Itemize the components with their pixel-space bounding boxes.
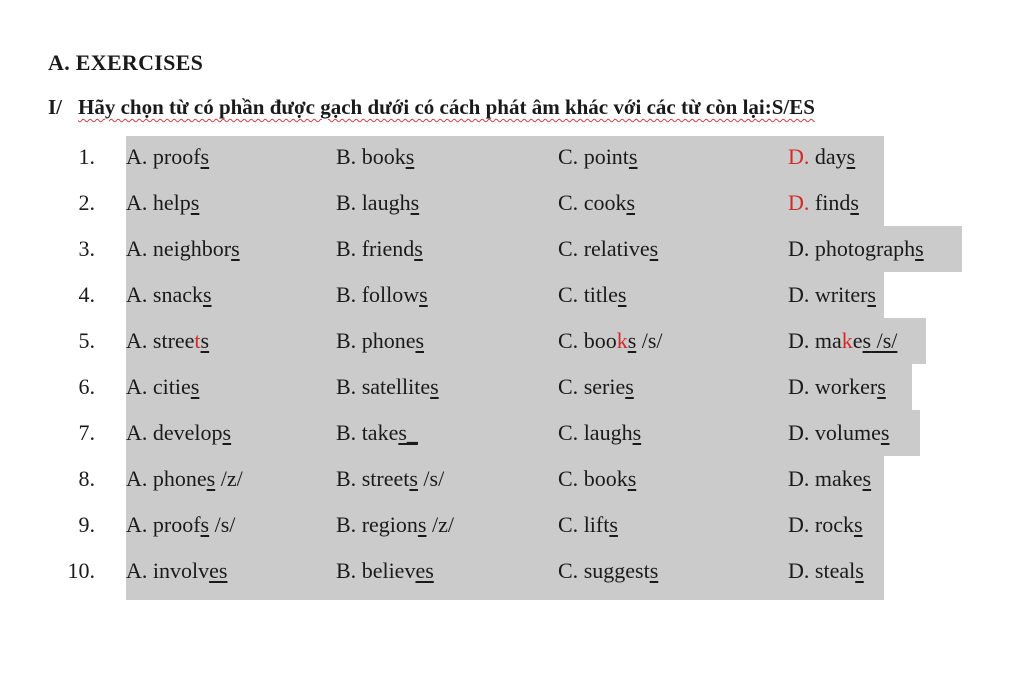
option-letter: A. (126, 512, 148, 537)
option-letter: C. (558, 236, 579, 261)
underlined-ending: s (649, 558, 659, 583)
underlined-ending: s (855, 558, 864, 583)
word-stem: snack (152, 282, 203, 307)
phonetic-note: /s/ (209, 512, 236, 537)
question-number: 5. (78, 328, 95, 353)
answer-option (558, 502, 618, 548)
answer-option (558, 272, 626, 318)
option-letter: A. (126, 466, 148, 491)
option-letter: D. (788, 282, 810, 307)
phonetic-note: /z/ (215, 466, 243, 491)
question-row (0, 456, 1024, 502)
answer-option (788, 364, 886, 410)
option-letter: C. (558, 190, 579, 215)
option-letter: D. (788, 236, 810, 261)
option-letter: C. (558, 512, 579, 537)
answer-option (126, 134, 209, 180)
underlined-ending: s (632, 420, 642, 445)
option-letter: B. (336, 466, 357, 491)
answer-option (558, 318, 663, 364)
answer-option (126, 410, 231, 456)
answer-option (336, 364, 439, 410)
option-letter: C. (558, 282, 579, 307)
word-stem: steal (814, 558, 856, 583)
question-row (0, 318, 1024, 364)
question-row (0, 226, 1024, 272)
underlined-ending: s (877, 374, 886, 399)
answer-option (126, 272, 212, 318)
answer-option (126, 180, 199, 226)
word-stem: believ (361, 558, 416, 583)
option-letter: B. (336, 558, 357, 583)
option-letter: A. (126, 374, 148, 399)
question-number: 2. (78, 190, 95, 215)
marked-letter: t (194, 328, 201, 353)
question-row (0, 180, 1024, 226)
word-stem: help (152, 190, 191, 215)
underlined-ending: s (206, 466, 216, 491)
option-letter: B. (336, 374, 357, 399)
answer-option (788, 502, 863, 548)
option-letter: C. (558, 144, 579, 169)
instruction-text: Hãy chọn từ có phần được gạch dưới có cách phát âm khác với các từ còn lại:S/ES (78, 95, 815, 119)
underlined-ending: s (200, 328, 210, 353)
word-stem: citie (152, 374, 191, 399)
option-letter: B. (336, 512, 357, 537)
word-stem: involv (152, 558, 210, 583)
underlined-ending: s (880, 420, 890, 445)
answer-option (558, 180, 635, 226)
underlined-ending: s (222, 420, 232, 445)
word-stem: cook (583, 190, 627, 215)
underlined-ending: s (649, 236, 659, 261)
word-stem: phone (361, 328, 416, 353)
word-stem: neighbor (152, 236, 232, 261)
answer-option (336, 410, 418, 456)
underlined-ending: s (617, 282, 627, 307)
option-letter: B. (336, 328, 357, 353)
option-letter: D. (788, 420, 810, 445)
exercise-number: I/ (48, 95, 63, 119)
question-number: 6. (78, 374, 95, 399)
question-number: 3. (78, 236, 95, 261)
question-number: 4. (78, 282, 95, 307)
word-stem: region (361, 512, 418, 537)
question-row (0, 410, 1024, 456)
answer-option (788, 134, 855, 180)
underlined-ending: s (853, 512, 863, 537)
question-number: 10. (67, 558, 95, 583)
underlined-ending: s (846, 144, 856, 169)
answer-option (788, 180, 859, 226)
question-number: 9. (78, 512, 95, 537)
answer-option (558, 548, 658, 594)
option-letter: B. (336, 282, 357, 307)
underlined-ending: s (625, 374, 634, 399)
phonetic-note: /s/ (417, 466, 445, 491)
word-stem: lift (583, 512, 610, 537)
question-row (0, 502, 1024, 548)
word-stem: find (814, 190, 851, 215)
option-letter: B. (336, 190, 357, 215)
word-stem: proof (152, 144, 201, 169)
underlined-ending: s (609, 512, 618, 537)
section-title: A. EXERCISES (48, 50, 204, 75)
option-letter: D. (788, 374, 810, 399)
underlined-ending: s (628, 144, 638, 169)
option-letter: A. (126, 236, 148, 261)
question-row (0, 548, 1024, 594)
word-stem: boo (583, 328, 617, 353)
underlined-ending: s (850, 190, 859, 215)
underlined-ending: s_ (398, 420, 418, 445)
option-letter: D. (788, 328, 810, 353)
answer-option (336, 180, 419, 226)
answer-option (126, 456, 243, 502)
underlined-ending: s (190, 190, 200, 215)
answer-option (126, 318, 209, 364)
question-row (0, 272, 1024, 318)
option-letter: A. (126, 144, 148, 169)
option-letter: A. (126, 190, 148, 215)
answer-option (336, 456, 444, 502)
word-stem: point (583, 144, 629, 169)
option-letter: D. (788, 466, 810, 491)
option-letter: D. (788, 512, 810, 537)
underlined-ending: es (415, 558, 434, 583)
phonetic-note: /s/ (636, 328, 663, 353)
answer-option (558, 410, 641, 456)
word-stem: make (814, 466, 863, 491)
underlined-ending: s (405, 144, 415, 169)
answer-option (336, 502, 454, 548)
answer-option (336, 548, 434, 594)
word-stem: photograph (814, 236, 916, 261)
option-letter: C. (558, 466, 579, 491)
underlined-ending: s (627, 466, 637, 491)
answer-option (336, 318, 424, 364)
underlined-ending: s (414, 236, 423, 261)
option-letter: A. (126, 282, 148, 307)
option-letter: D. (788, 144, 810, 169)
answer-option (788, 318, 897, 364)
answer-option (558, 364, 634, 410)
option-letter: B. (336, 420, 357, 445)
word-stem: serie (583, 374, 626, 399)
underlined-ending: s (190, 374, 200, 399)
exercise-instruction (48, 95, 815, 120)
option-letter: C. (558, 374, 579, 399)
marked-letter: k (616, 328, 628, 353)
question-number: 8. (78, 466, 95, 491)
question-row (0, 364, 1024, 410)
word-stem: take (361, 420, 399, 445)
answer-option (336, 134, 414, 180)
option-letter: A. (126, 328, 148, 353)
word-stem: ma (814, 328, 842, 353)
word-stem: street (361, 466, 410, 491)
option-letter: D. (788, 190, 810, 215)
word-stem: writer (814, 282, 868, 307)
word-stem: suggest (583, 558, 650, 583)
answer-option (788, 548, 864, 594)
underlined-ending: s (867, 282, 876, 307)
answer-option (126, 548, 227, 594)
word-stem: rock (814, 512, 854, 537)
phonetic-note: /s/ (871, 328, 898, 353)
word-stem: laugh (361, 190, 411, 215)
answer-option (788, 456, 871, 502)
underlined-ending: s (862, 328, 872, 353)
word-stem: satellite (361, 374, 431, 399)
underlined-ending: s (627, 328, 637, 353)
word-stem: book (583, 466, 628, 491)
answer-option (126, 226, 240, 272)
option-letter: A. (126, 558, 148, 583)
underlined-ending: s (410, 190, 420, 215)
answer-option (558, 134, 637, 180)
question-number: 1. (78, 144, 95, 169)
option-letter: C. (558, 328, 579, 353)
option-letter: B. (336, 236, 357, 261)
underlined-ending: s (200, 512, 210, 537)
answer-option (788, 272, 876, 318)
word-stem: phone (152, 466, 207, 491)
answer-option (126, 364, 199, 410)
word-stem: relative (583, 236, 650, 261)
answer-option (558, 456, 636, 502)
word-stem: stree (152, 328, 195, 353)
option-letter: B. (336, 144, 357, 169)
underlined-ending: s (415, 328, 425, 353)
option-letter: C. (558, 558, 579, 583)
underlined-ending: es (209, 558, 228, 583)
underlined-ending: s (200, 144, 210, 169)
word-stem: volume (814, 420, 881, 445)
question-row (0, 134, 1024, 180)
underlined-ending: s (417, 512, 427, 537)
option-letter: C. (558, 420, 579, 445)
option-letter: D. (788, 558, 810, 583)
word-stem: worker (814, 374, 878, 399)
underlined-ending: s (430, 374, 439, 399)
word-stem: book (361, 144, 406, 169)
answer-option (558, 226, 658, 272)
word-stem: proof (152, 512, 201, 537)
answer-option (788, 226, 924, 272)
underlined-ending: s (626, 190, 636, 215)
question-number: 7. (78, 420, 95, 445)
phonetic-note: /z/ (426, 512, 454, 537)
answer-option (126, 502, 235, 548)
marked-letter: k (841, 328, 853, 353)
underlined-ending: s (862, 466, 872, 491)
word-stem: e (852, 328, 863, 353)
word-stem: develop (152, 420, 223, 445)
word-stem: friend (361, 236, 415, 261)
word-stem: laugh (583, 420, 633, 445)
answer-option (788, 410, 889, 456)
word-stem: title (583, 282, 618, 307)
underlined-ending: s (419, 282, 428, 307)
word-stem: day (814, 144, 847, 169)
underlined-ending: s (231, 236, 240, 261)
underlined-ending: s (915, 236, 924, 261)
option-letter: A. (126, 420, 148, 445)
answer-option (336, 272, 428, 318)
word-stem: follow (361, 282, 420, 307)
underlined-ending: s (409, 466, 418, 491)
underlined-ending: s (202, 282, 212, 307)
answer-option (336, 226, 423, 272)
